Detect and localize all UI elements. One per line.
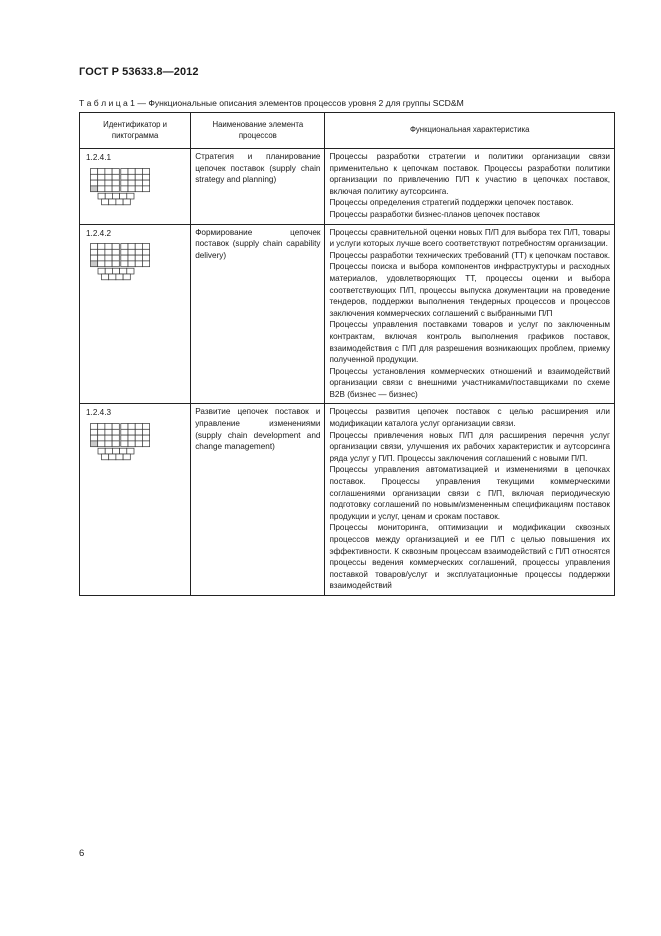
pictogram-cell [102,274,109,280]
pictogram-cell [128,244,135,250]
pictogram-cell [98,429,105,435]
pictogram-cell [98,185,105,191]
pictogram-cell [135,429,142,435]
pictogram-cell [142,185,149,191]
pictogram-cell [105,261,112,267]
pictogram-cell [127,193,134,199]
pictogram-cell [105,429,112,435]
description-paragraph: Процессы разработки стратегии и политики организации связи применительно к цепочкам поставок. Процессы разработки политики организации по привлечению П/П к участию в цепочках поставок, включая политику аутсорсинга. [329,152,610,196]
description-paragraph: Процессы разработки бизнес-планов цепочек поставок [329,209,540,219]
pictogram-cell [91,261,98,267]
pictogram-cell [91,255,98,261]
pictogram-cell [135,441,142,447]
pictogram-cell [128,435,135,441]
pictogram-cell [121,168,128,174]
pictogram-cell [91,185,98,191]
pictogram-cell [105,193,112,199]
id-cell [80,224,191,404]
pictogram-cell [135,261,142,267]
description-paragraph: Процессы сравнительной оценки новых П/П для выбора тех П/П, товары и услуги которых лучше всего соответствуют потребностям организации. [329,227,610,249]
description-paragraph: Процессы установления коммерческих отношений и взаимодействий организации связи с внешними участниками/поставщиками по схеме В2В (бизнес — бизнес) [329,366,610,399]
process-description [325,224,615,404]
pictogram-cell [112,435,119,441]
pictogram-cell [112,268,119,274]
table-row [80,404,615,596]
pictogram-cell [128,429,135,435]
pictogram-cell [105,255,112,261]
pictogram-cell [98,268,105,274]
column-header-name: Наименование элемента процессов [191,113,325,149]
pictogram-cell [105,174,112,180]
process-pictogram-icon [90,168,150,208]
pictogram-cell [112,168,119,174]
pictogram-cell [142,424,149,430]
pictogram-cell [102,454,109,460]
pictogram-cell [105,249,112,255]
process-name: Формирование цепочек поставок (supply chain capability delivery) [191,224,325,404]
process-id: 1.2.4.2 [86,228,112,238]
description-paragraph: Процессы управления поставками товаров и услуг по заключенным контрактам, включая контроль выполнения графиков поставок, взаимодействия с П/П для разрешения возникающих проблем, приемку полученной продукции. [329,320,610,365]
pictogram-cell [109,454,116,460]
pictogram-cell [112,174,119,180]
pictogram-cell [112,244,119,250]
pictogram-cell [142,244,149,250]
page-number: 6 [79,848,85,859]
pictogram-cell [128,424,135,430]
pictogram-cell [105,441,112,447]
pictogram-cell [142,255,149,261]
pictogram-cell [98,441,105,447]
pictogram-cell [91,424,98,430]
table-header-row [80,113,615,149]
pictogram-cell [112,255,119,261]
pictogram-cell [112,429,119,435]
pictogram-cell [120,448,127,454]
pictogram-cell [105,180,112,186]
pictogram-cell [98,249,105,255]
pictogram-cell [120,193,127,199]
pictogram-cell [91,174,98,180]
id-cell [80,149,191,225]
pictogram-cell [105,244,112,250]
pictogram-cell [121,185,128,191]
pictogram-cell [142,180,149,186]
process-id: 1.2.4.3 [86,408,112,418]
pictogram-cell [112,249,119,255]
pictogram-cell [91,180,98,186]
pictogram-cell [91,429,98,435]
pictogram-cell [98,261,105,267]
pictogram-cell [128,174,135,180]
pictogram-cell [112,261,119,267]
pictogram-cell [142,429,149,435]
pictogram-cell [91,435,98,441]
pictogram-cell [142,174,149,180]
pictogram-cell [98,180,105,186]
pictogram-cell [105,435,112,441]
pictogram-cell [121,429,128,435]
pictogram-cell [98,424,105,430]
pictogram-cell [102,199,109,205]
process-name: Развитие цепочек поставок и управление изменениями (supply chain development and change management) [191,404,325,596]
pictogram-cell [121,441,128,447]
pictogram-cell [135,435,142,441]
pictogram-cell [142,261,149,267]
table-caption: Т а б л и ц а 1 — Функциональные описания элементов процессов уровня 2 для группы SCD&M [79,98,464,108]
pictogram-cell [98,435,105,441]
pictogram-cell [109,274,116,280]
pictogram-cell [135,174,142,180]
pictogram-cell [128,168,135,174]
description-paragraph: Процессы разработки технических требований (ТТ) к цепочкам поставок. Процессы поиска и выбора компонентов инфраструктуры и расходных материалов, удовлетворяющих ТТ, процессы оценки и выбора соответствующих П/П, процессы выпуска документации на проведение тендеров, поддержки выполнения тендерных процессов и процессов заключения коммерческих соглашений с выбранными П/П [329,250,610,318]
pictogram-cell [127,448,134,454]
pictogram-cell [91,244,98,250]
pictogram-cell [128,185,135,191]
pictogram-cell [128,441,135,447]
process-description [325,404,615,596]
pictogram-cell [121,249,128,255]
process-pictogram-icon [90,423,150,463]
pictogram-cell [98,193,105,199]
pictogram-cell [98,174,105,180]
pictogram-cell [105,168,112,174]
pictogram-cell [121,180,128,186]
process-table [79,112,615,596]
pictogram-cell [121,255,128,261]
pictogram-cell [116,454,123,460]
pictogram-cell [91,441,98,447]
description-paragraph: Процессы привлечения новых П/П для расширения перечня услуг организации связи, улучшения их рабочих характеристик и аутсорсинга ряда услуг у П/П. Процессы заключения соглашений с новыми П/П. [329,430,610,463]
pictogram-cell [121,435,128,441]
pictogram-cell [98,244,105,250]
document-header: ГОСТ Р 53633.8—2012 [79,66,199,78]
pictogram-cell [128,255,135,261]
pictogram-cell [105,424,112,430]
pictogram-cell [128,261,135,267]
process-description [325,149,615,225]
pictogram-cell [121,174,128,180]
pictogram-cell [116,199,123,205]
pictogram-cell [123,454,130,460]
pictogram-cell [105,448,112,454]
table-row [80,149,615,225]
pictogram-cell [121,424,128,430]
column-header-desc: Функциональная характеристика [325,113,615,149]
pictogram-cell [112,441,119,447]
pictogram-cell [127,268,134,274]
pictogram-cell [121,244,128,250]
pictogram-cell [128,249,135,255]
pictogram-cell [121,261,128,267]
column-header-id: Идентификатор и пиктограмма [80,113,191,149]
process-id: 1.2.4.1 [86,153,112,162]
pictogram-cell [91,249,98,255]
pictogram-cell [109,199,116,205]
pictogram-cell [98,168,105,174]
pictogram-cell [135,180,142,186]
pictogram-cell [105,185,112,191]
process-name: Стратегия и планирование цепочек поставок (supply chain strategy and planning) [191,149,325,225]
pictogram-cell [123,199,130,205]
pictogram-cell [116,274,123,280]
pictogram-cell [112,193,119,199]
pictogram-cell [91,168,98,174]
description-paragraph: Процессы управления автоматизацией и изменениями в цепочках поставок. Процессы управления текущими коммерческими соглашениями организации связи с П/П, включая периодическую подготовку соглашений по новым/измененным спецификациям поставок продукции и услуг, ценам и срокам поставок. [329,465,610,521]
pictogram-cell [142,168,149,174]
pictogram-cell [142,249,149,255]
pictogram-cell [128,180,135,186]
description-paragraph: Процессы мониторинга, оптимизации и модификации сквозных процессов между организацией и ее П/П с целью повышения их эффективности. К сквозным процессам взаимодействий с П/П относятся процессы ведения коммерческих соглашений, процессы управления поставкой товаров/услуг и эксплуатационные процессы поддержки взаимодействий [329,523,610,591]
id-cell [80,404,191,596]
pictogram-cell [135,424,142,430]
pictogram-cell [142,435,149,441]
pictogram-cell [112,185,119,191]
pictogram-cell [112,180,119,186]
pictogram-cell [135,244,142,250]
pictogram-cell [135,185,142,191]
description-paragraph: Процессы развития цепочек поставок с целью расширения или модификации каталога услуг организации связи. [329,407,610,429]
description-paragraph: Процессы определения стратегий поддержки цепочек поставок. [329,198,574,208]
pictogram-cell [98,255,105,261]
pictogram-cell [135,168,142,174]
process-pictogram-icon [90,243,150,283]
pictogram-cell [112,448,119,454]
table-row [80,224,615,404]
pictogram-cell [135,255,142,261]
pictogram-cell [98,448,105,454]
pictogram-cell [135,249,142,255]
pictogram-cell [112,424,119,430]
pictogram-cell [120,268,127,274]
pictogram-cell [123,274,130,280]
pictogram-cell [142,441,149,447]
pictogram-cell [105,268,112,274]
